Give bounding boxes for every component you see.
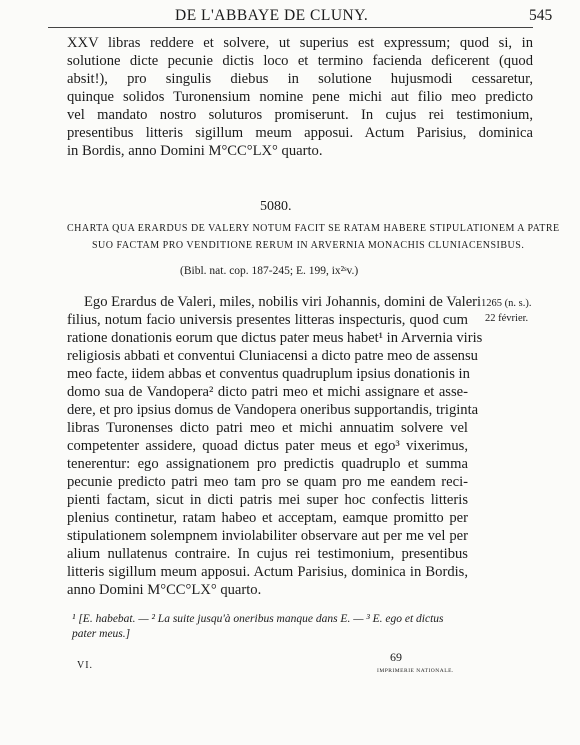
text-line: alium nullatenus contraire. In cujus rei testimonium, presentibus (67, 546, 468, 562)
page-number: 545 (529, 7, 553, 24)
text-line: competenter assidere, quoad dictus pater meus et ego³ vixerimus, (67, 438, 468, 454)
printer-mark: IMPRIMERIE NATIONALE. (377, 668, 454, 674)
text-line: dere, et pro ipsius domus de Vandopera oneribus supportandis, triginta (67, 402, 479, 418)
signature-mark: VI. (77, 660, 94, 671)
text-line: XXV libras reddere et solvere, ut superius est expressum; quod si, in (67, 35, 533, 51)
charter-rubric-line: CHARTA QUA ERARDUS DE VALERY NOTUM FACIT SE RATAM HABERE STIPULATIONEM A PATRE (67, 223, 560, 234)
text-line: ratione donationis eorum que dictus pater meus habet¹ in Arvernia viris (67, 330, 483, 346)
text-line: filius, notum facio universis presentes litteras inspecturis, quod cum (67, 312, 468, 328)
text-line: litteris sigillum meum apposui. Actum Parisius, dominica in Bordis, (67, 564, 468, 580)
text-line: pienti factam, sicut in dicti patris mei super hoc confectis litteris (67, 492, 468, 508)
text-line: Ego Erardus de Valeri, miles, nobilis viri Johannis, domini de Valeri (84, 294, 482, 310)
text-line: in Bordis, anno Domini M°CC°LX° quarto. (67, 143, 323, 159)
text-line: presentibus litteris sigillum meum apposui. Actum Parisius, dominica (67, 125, 533, 141)
sheet-number: 69 (390, 650, 402, 664)
footnote-line: ¹ [E. habebat. — ² La suite jusqu'à oneribus manque dans E. — ³ E. ego et dictus (72, 613, 444, 625)
charter-rubric-line: SUO FACTAM PRO VENDITIONE RERUM IN ARVERNIA MONACHIS CLUNIACENSIBUS. (92, 240, 525, 251)
running-header: DE L'ABBAYE DE CLUNY. (175, 7, 369, 24)
text-line: libras Turonenses dicto patri meo et michi annuatim solvere vel (67, 420, 468, 436)
margin-date: 1265 (n. s.). (481, 298, 532, 309)
margin-day: 22 février. (485, 313, 529, 324)
text-line: plenius continetur, ratam habeo et acceptam, eamque promitto per (67, 510, 468, 526)
text-line: absit!), pro singulis diebus in solutione hujusmodi cessaretur, (67, 71, 533, 87)
text-line: solutione dicte pecunie dictis loco et termino facienda deficerent (quod (67, 53, 533, 69)
text-line: vel mandato nostro soluturos promiserunt. In cujus rei testimonium, (67, 107, 533, 123)
header-rule (48, 27, 533, 28)
text-line: meo facte, iidem abbas et conventus quadruplum ipsius donationis in (67, 366, 470, 382)
text-line: stipulationem solempnem inviolabiliter observare aut per me vel per (67, 528, 468, 544)
text-line: anno Domini M°CC°LX° quarto. (67, 582, 262, 598)
text-line: pecunie predicto patri meo tam pro se quam pro me eandem reci- (67, 474, 468, 490)
charter-number: 5080. (260, 199, 292, 214)
footnote-line: pater meus.] (72, 628, 131, 640)
text-line: tenerentur: ego assignationem pro predictis quadruplo et summa (67, 456, 468, 472)
text-line: religiosis abbati et conventui Cluniacensi a dicto patre meo de assensu (67, 348, 478, 364)
source-reference: (Bibl. nat. cop. 187-245; E. 199, ix²ˢv.) (180, 265, 359, 277)
text-line: quinque solidos Turonensium nomine pene michi aut filio meo predicto (67, 89, 533, 105)
text-line: domo sua de Vandopera² dicto patri meo et michi assignare et asse- (67, 384, 468, 400)
